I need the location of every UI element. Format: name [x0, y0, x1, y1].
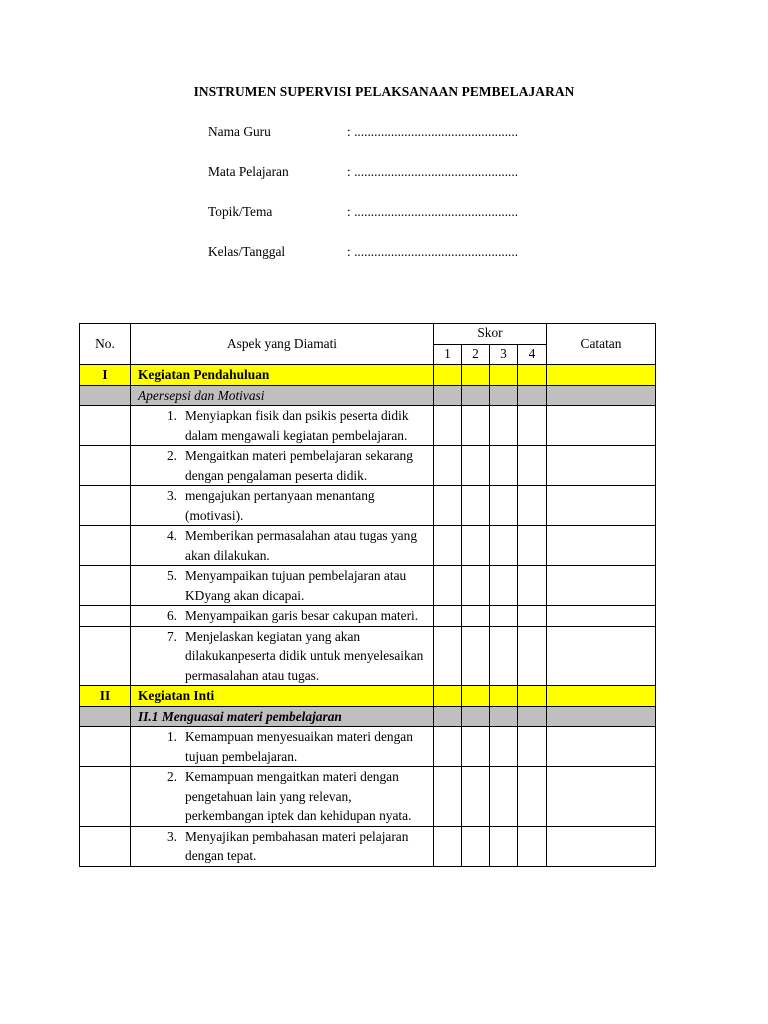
score-cell-2[interactable]: [462, 826, 490, 866]
item-number: 2.: [166, 448, 177, 463]
item-text: Kemampuan mengaitkan materi dengan pengetahuan lain yang relevan, perkembangan iptek dan kehidupan nyata.: [185, 769, 412, 823]
score-cell-3[interactable]: [490, 486, 518, 526]
item-text: Menyajikan pembahasan materi pelajaran dengan tepat.: [185, 828, 409, 863]
item-text: Menyampaikan garis besar cakupan materi.: [185, 608, 419, 623]
score-cell-4[interactable]: [518, 526, 547, 566]
no-cell: [80, 526, 131, 566]
aspect-cell: [131, 626, 434, 686]
notes-cell[interactable]: [547, 486, 656, 526]
table-row: [80, 826, 656, 866]
table-row: [80, 566, 656, 606]
score-cell-1[interactable]: [434, 526, 462, 566]
header-skor-3: 3: [490, 345, 518, 365]
teacher-info-block: [208, 124, 518, 284]
table-row: [80, 406, 656, 446]
info-value-blank: : .................................................: [347, 204, 519, 219]
section-title: Kegiatan Inti: [131, 686, 434, 707]
score-cell-1[interactable]: [434, 406, 462, 446]
score-cell-1[interactable]: [434, 727, 462, 767]
item-number: 5.: [166, 568, 177, 583]
table-header-row: [80, 324, 656, 345]
score-cell-3[interactable]: [490, 526, 518, 566]
no-cell: [80, 385, 131, 406]
score-cell-2[interactable]: [462, 606, 490, 627]
no-cell: [80, 446, 131, 486]
score-cell-4[interactable]: [518, 406, 547, 446]
info-row-nama-guru: [208, 124, 518, 164]
section-title: Kegiatan Pendahuluan: [131, 365, 434, 386]
notes-cell: [547, 686, 656, 707]
subsection-title: II.1 Menguasai materi pembelajaran: [131, 706, 434, 727]
score-cell-4: [518, 686, 547, 707]
score-cell-4: [518, 365, 547, 386]
info-label: Mata Pelajaran: [208, 164, 289, 179]
score-cell-4: [518, 706, 547, 727]
aspect-cell: [131, 486, 434, 526]
notes-cell[interactable]: [547, 626, 656, 686]
subsection-row: [80, 706, 656, 727]
item-number: 1.: [166, 729, 177, 744]
score-cell-2[interactable]: [462, 526, 490, 566]
score-cell-1[interactable]: [434, 446, 462, 486]
item-number: 3.: [166, 828, 177, 844]
score-cell-3: [490, 385, 518, 406]
section-row: [80, 686, 656, 707]
notes-cell[interactable]: [547, 566, 656, 606]
subsection-title: Apersepsi dan Motivasi: [131, 385, 434, 406]
item-text: Menyampaikan tujuan pembelajaran atau KDyang akan dicapai.: [185, 568, 407, 603]
header-catatan: Catatan: [547, 324, 656, 365]
header-skor-1: 1: [434, 345, 462, 365]
score-cell-3[interactable]: [490, 606, 518, 627]
notes-cell[interactable]: [547, 526, 656, 566]
score-cell-4[interactable]: [518, 767, 547, 827]
aspect-cell: [131, 727, 434, 767]
score-cell-3[interactable]: [490, 727, 518, 767]
notes-cell[interactable]: [547, 767, 656, 827]
aspect-cell: [131, 566, 434, 606]
notes-cell[interactable]: [547, 727, 656, 767]
header-skor-2: 2: [462, 345, 490, 365]
score-cell-3: [490, 686, 518, 707]
no-cell: [80, 486, 131, 526]
item-number: 1.: [166, 408, 177, 423]
score-cell-1[interactable]: [434, 606, 462, 627]
score-cell-1: [434, 365, 462, 386]
score-cell-3[interactable]: [490, 626, 518, 686]
no-cell: [80, 606, 131, 627]
table-row: [80, 486, 656, 526]
notes-cell[interactable]: [547, 406, 656, 446]
item-text: Memberikan permasalahan atau tugas yang akan dilakukan.: [185, 528, 418, 563]
score-cell-2[interactable]: [462, 566, 490, 606]
section-row: [80, 365, 656, 386]
aspect-cell: [131, 767, 434, 827]
score-cell-2[interactable]: [462, 446, 490, 486]
notes-cell[interactable]: [547, 446, 656, 486]
table-row: [80, 626, 656, 686]
notes-cell: [547, 365, 656, 386]
score-cell-3: [490, 706, 518, 727]
score-cell-3: [490, 365, 518, 386]
no-cell: [80, 826, 131, 866]
info-value-blank: : .................................................: [347, 244, 519, 259]
no-cell: [80, 626, 131, 686]
score-cell-2[interactable]: [462, 626, 490, 686]
score-cell-3[interactable]: [490, 446, 518, 486]
no-cell: [80, 706, 131, 727]
item-number: 2.: [166, 769, 177, 784]
score-cell-4[interactable]: [518, 446, 547, 486]
info-row-kelas-tanggal: [208, 244, 518, 284]
info-label: Nama Guru: [208, 124, 271, 139]
item-text: Mengaitkan materi pembelajaran sekarang dengan pengalaman peserta didik.: [185, 448, 413, 483]
header-skor-4: 4: [518, 345, 547, 365]
info-label: Kelas/Tanggal: [208, 244, 286, 259]
section-number: II: [80, 686, 131, 707]
info-value-blank: : .................................................: [347, 164, 519, 179]
score-cell-4[interactable]: [518, 727, 547, 767]
score-cell-2: [462, 385, 490, 406]
notes-cell[interactable]: [547, 606, 656, 627]
notes-cell[interactable]: [547, 826, 656, 866]
score-cell-1[interactable]: [434, 767, 462, 827]
score-cell-2[interactable]: [462, 767, 490, 827]
score-cell-4[interactable]: [518, 566, 547, 606]
score-cell-1: [434, 706, 462, 727]
score-cell-2: [462, 706, 490, 727]
score-cell-3[interactable]: [490, 406, 518, 446]
score-cell-4[interactable]: [518, 826, 547, 866]
score-cell-3[interactable]: [490, 566, 518, 606]
header-skor: Skor: [434, 324, 547, 345]
item-text: mengajukan pertanyaan menantang (motivasi).: [185, 488, 375, 523]
table-row: [80, 767, 656, 827]
score-cell-4[interactable]: [518, 626, 547, 686]
subsection-row: [80, 385, 656, 406]
score-cell-1[interactable]: [434, 486, 462, 526]
score-cell-2[interactable]: [462, 486, 490, 526]
item-text: Menjelaskan kegiatan yang akan dilakukanpeserta didik untuk menyelesaikan permasalahan atau tugas.: [185, 628, 424, 683]
section-number: I: [80, 365, 131, 386]
info-row-mata-pelajaran: [208, 164, 518, 204]
no-cell: [80, 727, 131, 767]
info-label: Topik/Tema: [208, 204, 273, 219]
no-cell: [80, 566, 131, 606]
aspect-cell: [131, 526, 434, 566]
no-cell: [80, 406, 131, 446]
info-value-blank: : .................................................: [347, 124, 519, 139]
item-number: 4.: [166, 528, 177, 543]
score-cell-2: [462, 365, 490, 386]
score-cell-2: [462, 686, 490, 707]
aspect-cell: [131, 606, 434, 627]
no-cell: [80, 767, 131, 827]
score-cell-4[interactable]: [518, 486, 547, 526]
item-number: 7.: [166, 628, 177, 644]
aspect-cell: [131, 406, 434, 446]
item-text: Kemampuan menyesuaikan materi dengan tujuan pembelajaran.: [185, 729, 413, 764]
score-cell-4[interactable]: [518, 606, 547, 627]
aspect-cell: [131, 826, 434, 866]
score-cell-2[interactable]: [462, 406, 490, 446]
table-row: [80, 727, 656, 767]
score-cell-3[interactable]: [490, 826, 518, 866]
score-cell-1[interactable]: [434, 626, 462, 686]
notes-cell: [547, 706, 656, 727]
table-row: [80, 446, 656, 486]
aspect-cell: [131, 446, 434, 486]
score-cell-1: [434, 385, 462, 406]
header-no: No.: [80, 324, 131, 365]
table-row: [80, 526, 656, 566]
score-cell-3[interactable]: [490, 767, 518, 827]
score-cell-2[interactable]: [462, 727, 490, 767]
supervision-table: [79, 323, 656, 867]
table-row: [80, 606, 656, 627]
score-cell-1[interactable]: [434, 566, 462, 606]
header-aspek: Aspek yang Diamati: [131, 324, 434, 365]
score-cell-4: [518, 385, 547, 406]
item-number: 6.: [166, 608, 177, 623]
notes-cell: [547, 385, 656, 406]
score-cell-1: [434, 686, 462, 707]
info-row-topik-tema: [208, 204, 518, 244]
item-text: Menyiapkan fisik dan psikis peserta didik dalam mengawali kegiatan pembelajaran.: [185, 408, 409, 443]
document-title: INSTRUMEN SUPERVISI PELAKSANAAN PEMBELAJARAN: [193, 84, 575, 99]
item-number: 3.: [166, 488, 177, 503]
score-cell-1[interactable]: [434, 826, 462, 866]
